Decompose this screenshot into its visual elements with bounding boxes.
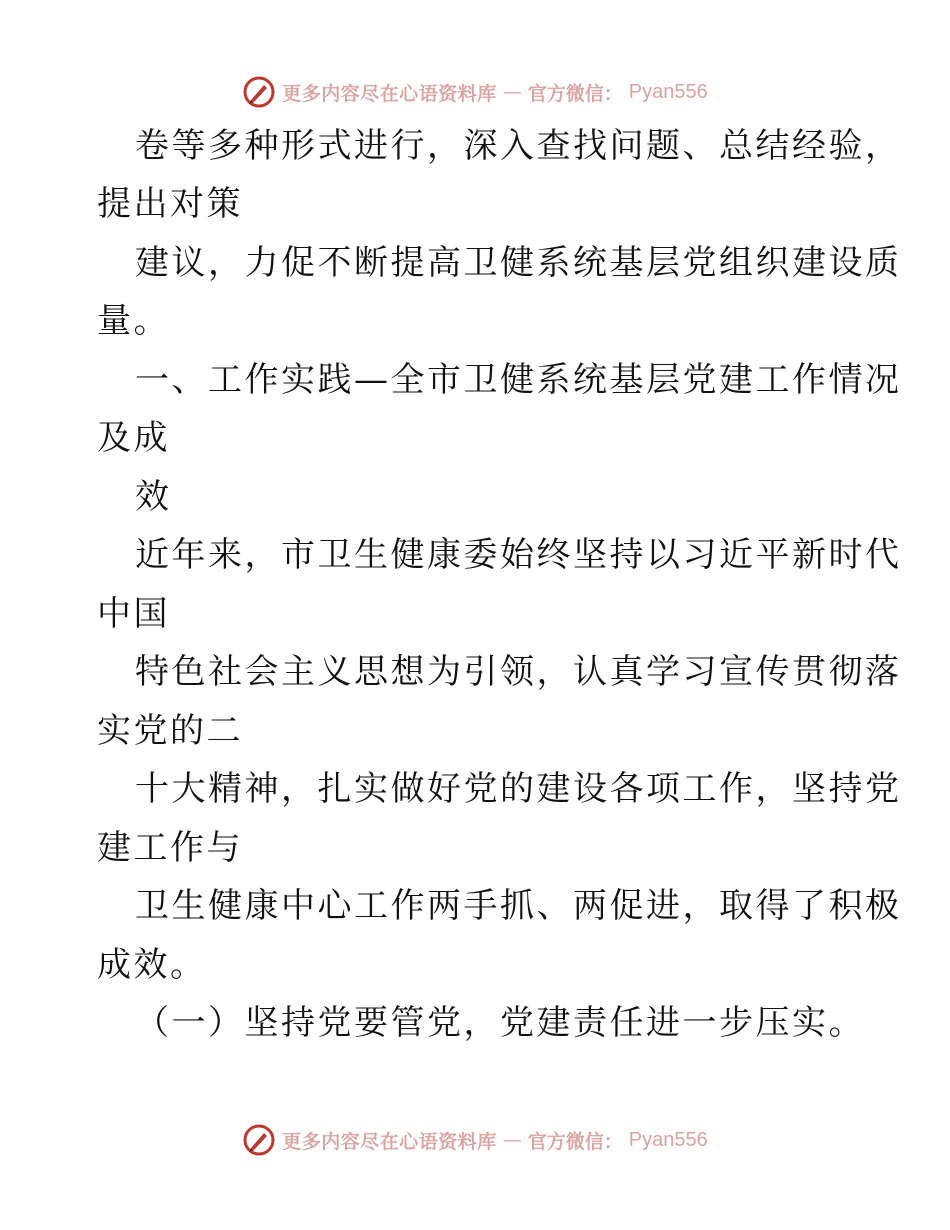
body-line: 卫生健康中心工作两手抓、两促进，取得了积极 — [135, 886, 902, 926]
body-line: 建议，力促不断提高卫健系统基层党组织建设质 — [135, 243, 902, 283]
subsection-heading: （一）坚持党要管党，党建责任进一步压实。 — [135, 1003, 865, 1043]
header-watermark — [0, 72, 950, 112]
body-line: 建工作与 — [97, 828, 243, 868]
watermark-separator: — — [502, 1129, 522, 1151]
body-line: 特色社会主义思想为引领，认真学习宣传贯彻落 — [135, 652, 902, 692]
pen-logo-icon — [242, 1123, 276, 1157]
section-heading: 一、工作实践—全市卫健系统基层党建工作情况 — [135, 360, 902, 400]
body-line: 效 — [135, 477, 172, 517]
body-line: 实党的二 — [97, 711, 243, 751]
body-line: 近年来，市卫生健康委始终坚持以习近平新时代 — [135, 535, 902, 575]
body-line: 提出对策 — [97, 184, 243, 224]
watermark-label: 官方微信： — [527, 82, 623, 105]
watermark-brand-text: 更多内容尽在心语资料库 — [282, 82, 497, 105]
body-line: 中国 — [97, 594, 170, 634]
watermark-separator: — — [502, 81, 522, 103]
footer-watermark — [0, 1120, 950, 1160]
watermark-label: 官方微信： — [527, 1130, 623, 1153]
body-line: 量。 — [97, 301, 170, 341]
body-line: 十大精神，扎实做好党的建设各项工作，坚持党 — [135, 769, 902, 809]
watermark-wechat-id: Pyan556 — [628, 80, 708, 103]
body-line: 卷等多种形式进行，深入查找问题、总结经验， — [135, 126, 902, 166]
pen-logo-icon — [242, 75, 276, 109]
body-line: 及成 — [97, 418, 170, 458]
watermark-brand-text: 更多内容尽在心语资料库 — [282, 1130, 497, 1153]
watermark-wechat-id: Pyan556 — [628, 1128, 708, 1151]
body-line: 成效。 — [97, 945, 207, 985]
